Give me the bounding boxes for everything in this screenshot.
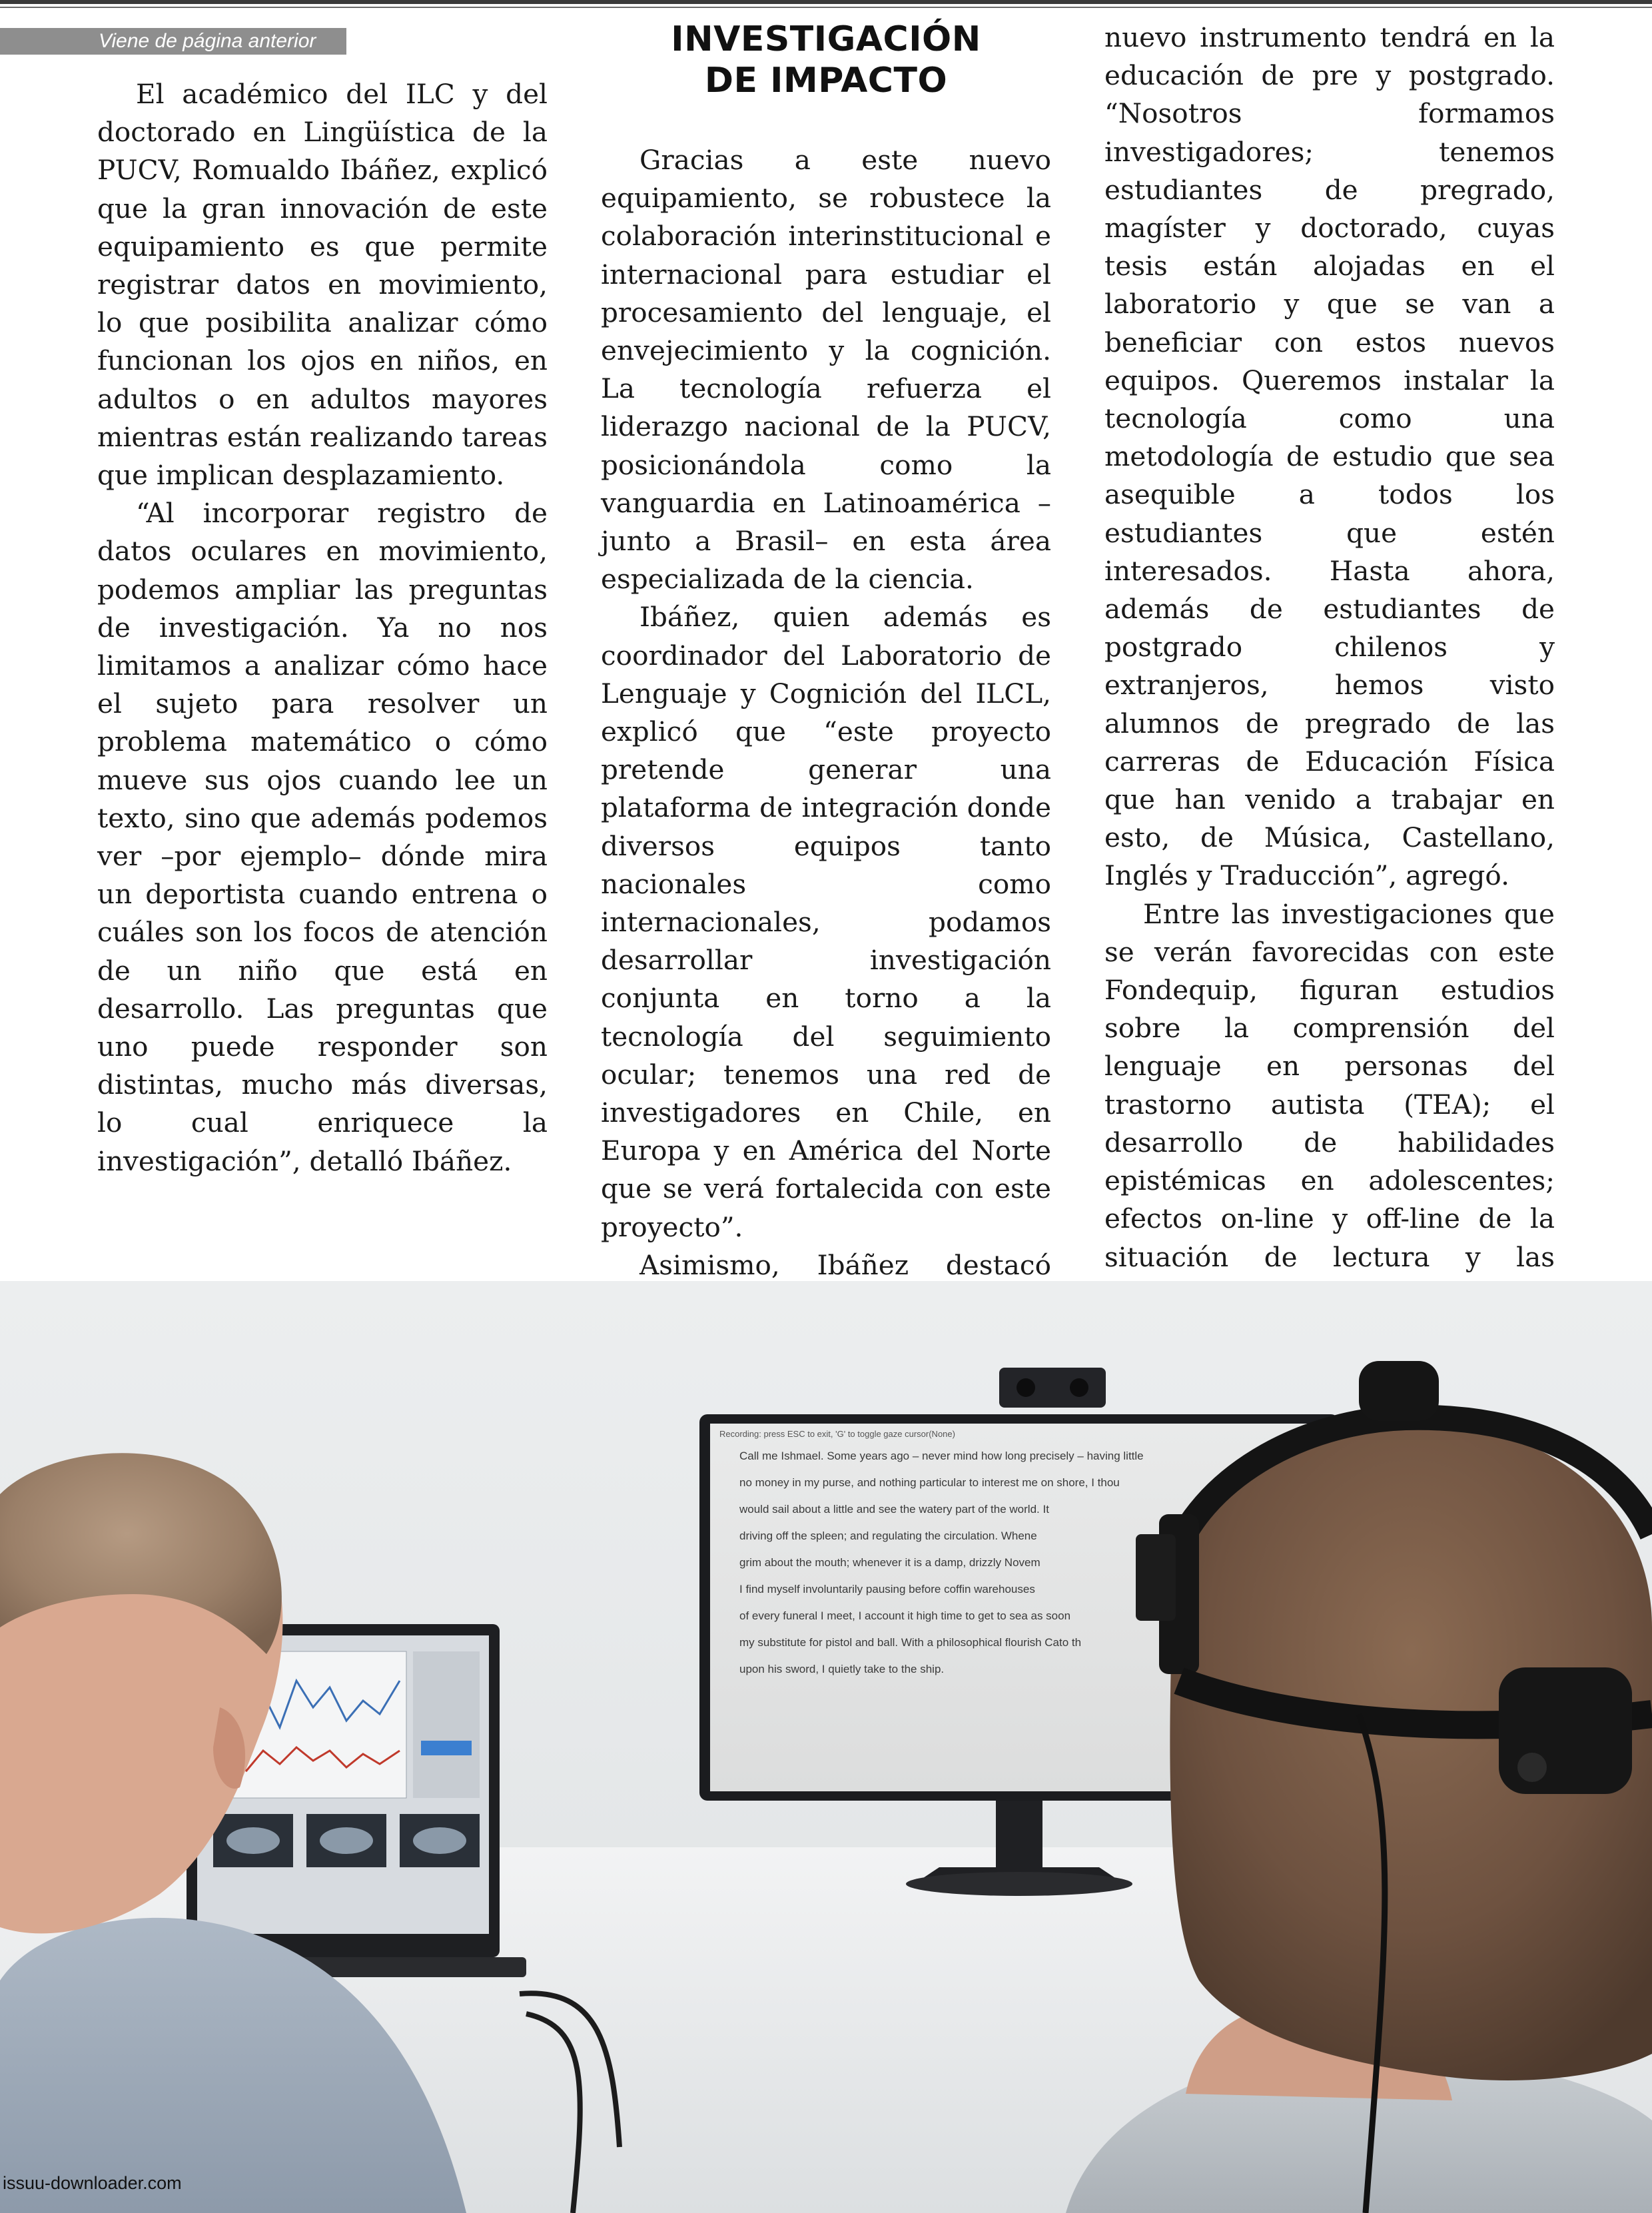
section-heading-line-2: DE IMPACTO [704, 61, 948, 101]
monitor-text-line: would sail about a little and see the watery part of the world. It [739, 1503, 1049, 1516]
monitor-text-line: of every funeral I meet, I account it high time to get to sea as soon [739, 1609, 1071, 1622]
top-rule-thin [0, 7, 1652, 8]
section-heading-line-1: INVESTIGACIÓN [671, 19, 981, 59]
paragraph: Gracias a este nuevo equipamiento, se robustece la colaboración interinstitucional e internacional para estudiar el procesamiento del lenguaje, el envejecimiento y la cognición. La tecnología refuerza el liderazgo nacional de la PUCV, posicionándola como la vanguardia en Latinoamérica –junto a Brasil– en esta área especializada de la ciencia. [601, 144, 1051, 596]
paragraph: Ibáñez, quien además es coordinador del Laboratorio de Lenguaje y Cognición del ILCL, explicó que “este proyecto pretende generar una plataforma de integración donde diversos equipos tanto nacionales como internacionales, podamos desarrollar investigación conjunta en torno a la tecnología del seguimiento ocular; tenemos una red de investigadores en Chile, en Europa y en América del Norte que se verá fortalecida con este proyecto”. [601, 601, 1051, 1243]
monitor-text-line: Call me Ishmael. Some years ago – never mind how long precisely – having little [739, 1450, 1144, 1462]
monitor-text-line: my substitute for pistol and ball. With a philosophical flourish Cato th [739, 1636, 1082, 1649]
section-heading [601, 19, 1051, 101]
article-column-3 [1104, 19, 1555, 1390]
paragraph: “Al incorporar registro de datos oculares en movimiento, podemos ampliar las preguntas de investigación. Ya no nos limitamos a analizar cómo hace el sujeto para resolver un problema matemático o cómo mueve sus ojos cuando lee un texto, sino que además podemos ver –por ejemplo– dónde mira un deportista cuando entrena o cuáles son los focos de atención de un niño que está en desarrollo. Las preguntas que uno puede responder son distintas, mucho más diversas, lo cual enriquece la investigación”, detalló Ibáñez. [97, 497, 548, 1177]
article-column-2 [601, 19, 1051, 1399]
eye-tracking-lab-photo [0, 1281, 1652, 2213]
photo-illustration [0, 1281, 1652, 2213]
monitor-text-line: upon his sword, I quietly take to the ship. [739, 1663, 945, 1675]
paragraph: Asimismo, Ibáñez destacó [639, 1248, 1051, 1281]
article-column-1 [97, 75, 548, 1180]
watermark: issuu-downloader.com [3, 2173, 182, 2193]
paragraph: El académico del ILC y del doctorado en Lingüística de la PUCV, Romualdo Ibáñez, explicó que la gran innovación de este equipamiento es que permite registrar datos en movimiento, lo que posibilita analizar cómo funcionan los ojos en niños, en adultos o en adultos mayores mientras están realizando tareas que implican desplazamiento. [97, 78, 548, 492]
top-rule [0, 0, 1652, 4]
monitor-status-line: Recording: press ESC to exit, 'G' to toggle gaze cursor(None) [719, 1429, 955, 1439]
monitor-text-line: grim about the mouth; whenever it is a damp, drizzly Novem [739, 1556, 1040, 1569]
monitor-text-line: I find myself involuntarily pausing before coffin warehouses [739, 1583, 1035, 1595]
monitor-text-line: no money in my purse, and nothing particular to interest me on shore, I thou [739, 1476, 1120, 1489]
continued-from-previous-page-label: Viene de página anterior [0, 28, 346, 55]
paragraph: Entre las investigaciones que se verán favorecidas con este Fondequip, figuran estudios sobre la comprensión del lenguaje en personas del trastorno autista (TEA); el desarrollo de habilidades epistémicas en adolescentes; efectos on-line y off-line de la situación de lectura y las [1104, 897, 1555, 1273]
monitor-text-line: driving off the spleen; and regulating the circulation. Whene [739, 1530, 1037, 1542]
paragraph: nuevo instrumento tendrá en la educación de pre y postgrado. “Nosotros formamos investigadores; tenemos estudiantes de pregrado, magíster y doctorado, cuyas tesis están alojadas en el laboratorio y que se van a beneficiar con estos nuevos equipos. Queremos instalar la tecnología como una metodología de estudio que sea asequible a todos los estudiantes que estén interesados. Hasta ahora, además de estudiantes de postgrado chilenos y extranjeros, hemos visto alumnos de pregrado de las carreras de Educación Física que han venido a trabajar en esto, de Música, Castellano, Inglés y Traducción”, agregó. [1104, 21, 1555, 892]
